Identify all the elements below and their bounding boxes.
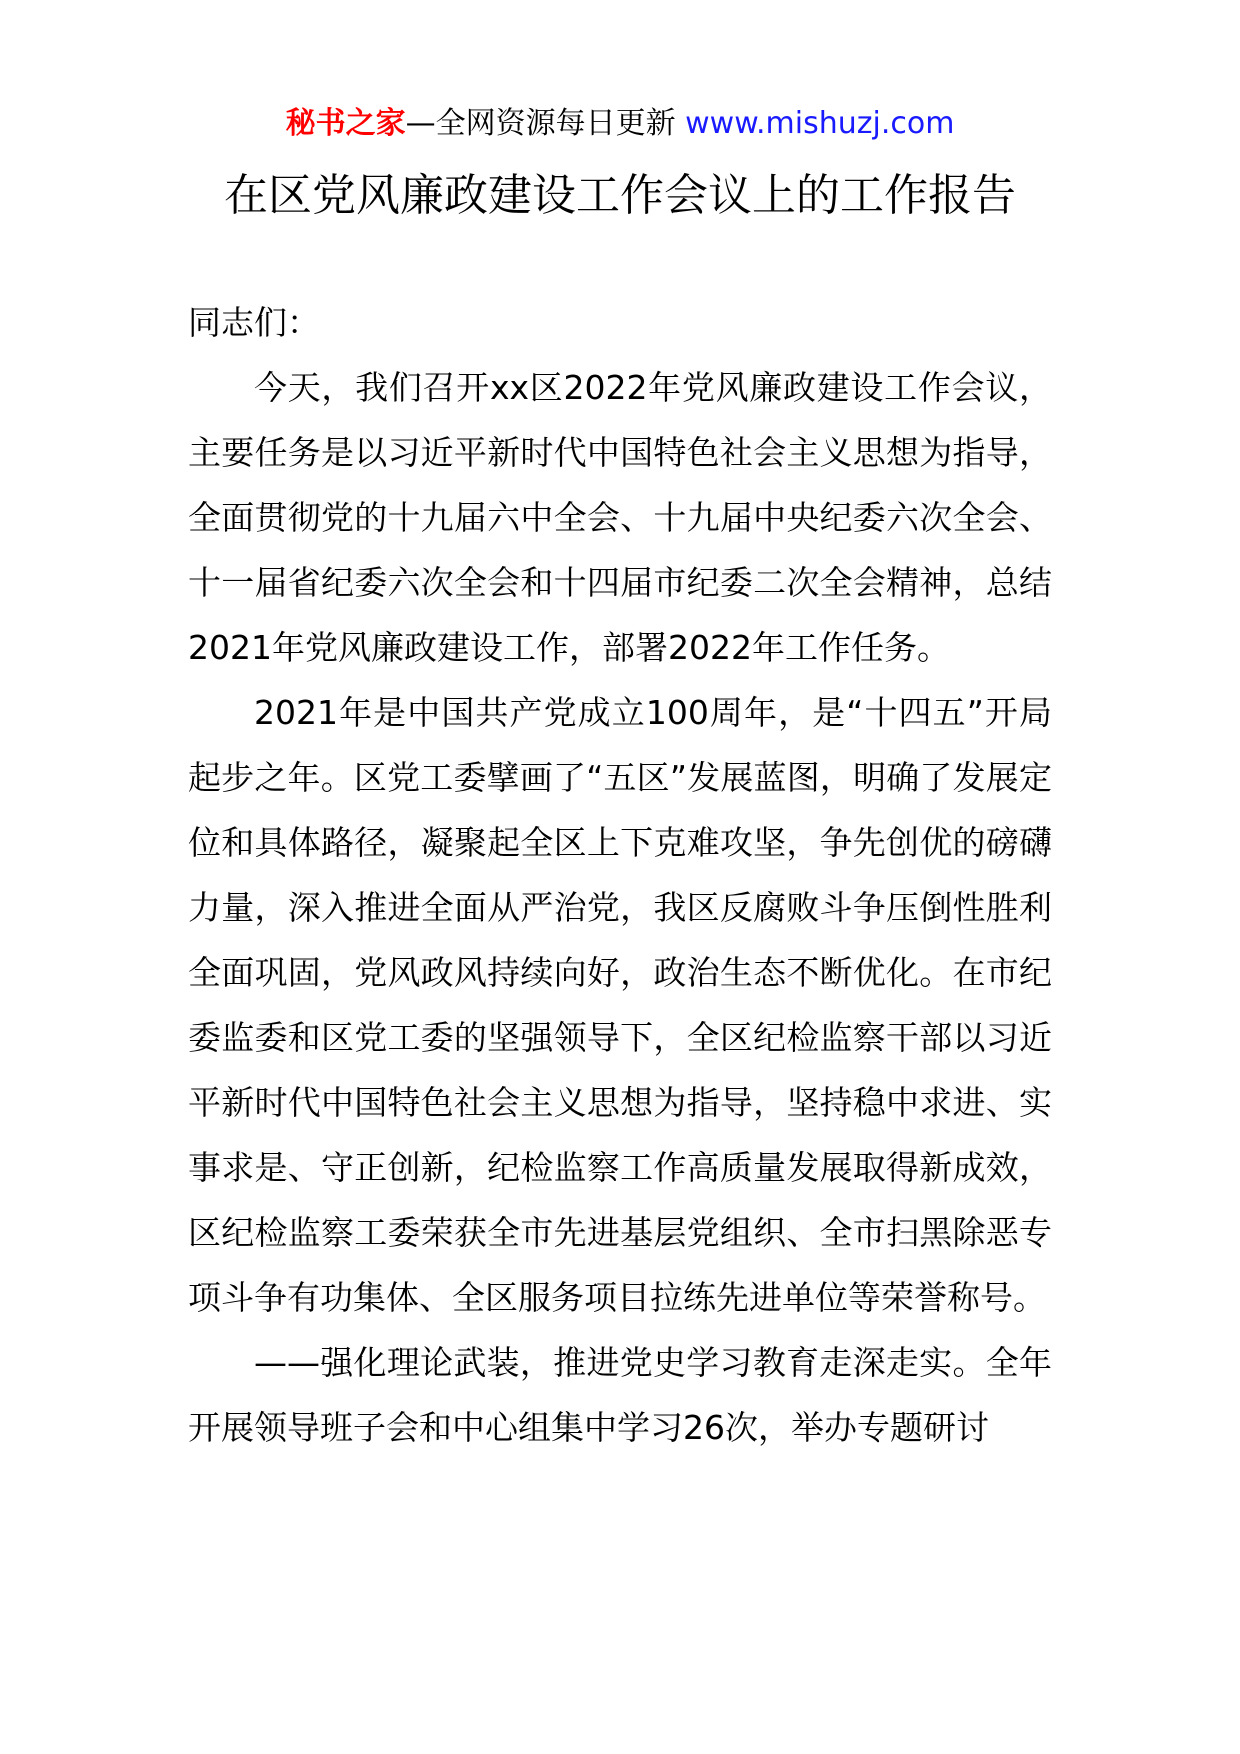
document-title: 在区党风廉政建设工作会议上的工作报告 — [224, 170, 1016, 221]
site-brand: 秘书之家 — [285, 106, 406, 141]
site-header — [0, 104, 1240, 144]
document-body — [188, 290, 1052, 1460]
paragraph-opening: 今天，我们召开xx区2022年党风廉政建设工作会议，主要任务是以习近平新时代中国特色社会主义思想为指导，全面贯彻党的十九届六中全会、十九届中央纪委六次全会、十一届省纪委六次全会和十四届市纪委二次全会精神，总结2021年党风廉政建设工作，部署2022年工作任务。 — [188, 368, 1052, 667]
paragraph-review: 2021年是中国共产党成立100周年，是“十四五”开局起步之年。区党工委擘画了“五区”发展蓝图，明确了发展定位和具体路径，凝聚起全区上下克难攻坚，争先创优的磅礴力量，深入推进全面从严治党，我区反腐败斗争压倒性胜利全面巩固，党风政风持续向好，政治生态不断优化。在市纪委监委和区党工委的坚强领导下，全区纪检监察干部以习近平新时代中国特色社会主义思想为指导，坚持稳中求进、实事求是、守正创新，纪检监察工作高质量发展取得新成效，区纪检监察工委荣获全市先进基层党组织、全市扫黑除恶专项斗争有功集体、全区服务项目拉练先进单位等荣誉称号。 — [188, 693, 1052, 1317]
salutation: 同志们： — [188, 303, 320, 342]
site-tagline: —全网资源每日更新 — [405, 106, 676, 141]
site-url-link[interactable]: www.mishuzj.com — [685, 106, 955, 141]
paragraph-theory: ——强化理论武装，推进党史学习教育走深走实。全年开展领导班子会和中心组集中学习26次，举办专题研讨 — [188, 1343, 1052, 1447]
